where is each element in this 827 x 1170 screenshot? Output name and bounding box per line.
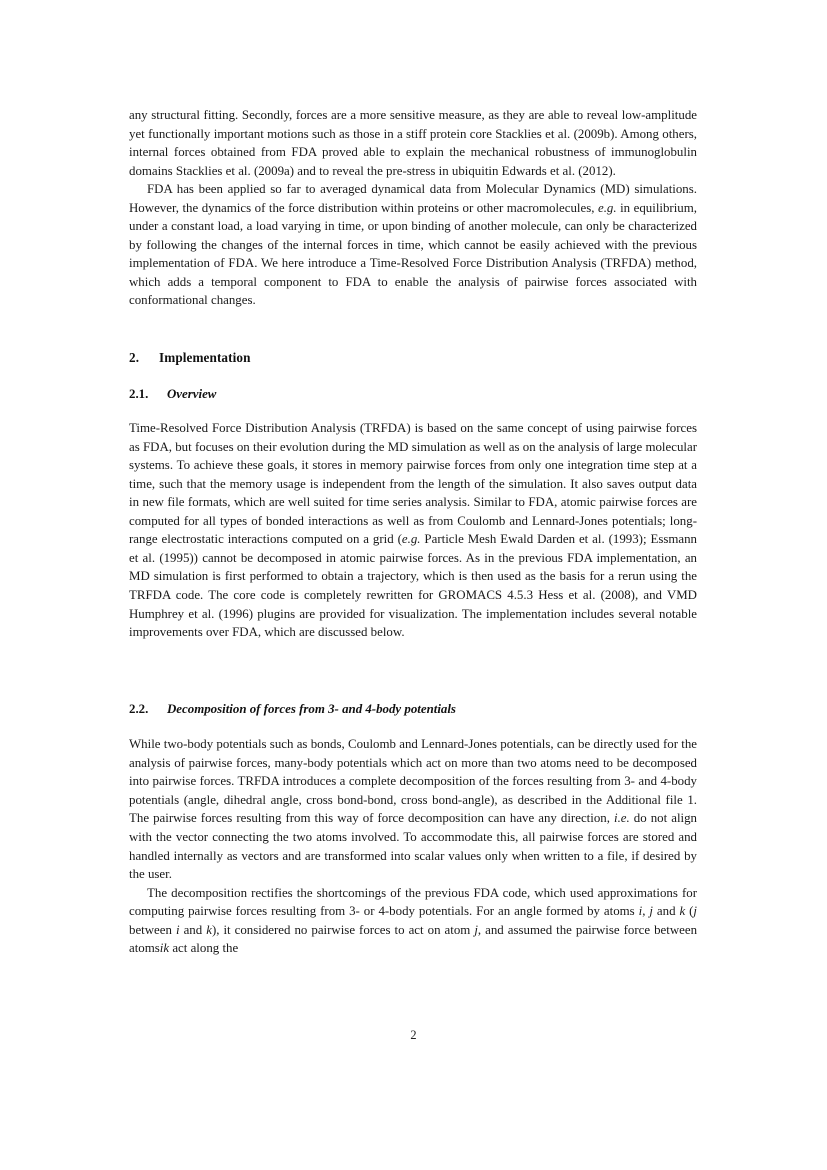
subsection-2-2-title: Decomposition of forces from 3- and 4-body potentials (167, 701, 456, 716)
subsection-2-2-number: 2.2. (129, 701, 149, 716)
subsection-2-1-title: Overview (167, 386, 217, 401)
paragraph-text-segment: FDA has been applied so far to averaged dynamical data from Molecular Dynamics (MD) simulations. However, the dynamics of the force distribution within proteins or other macromolecules, (129, 182, 697, 215)
math-variable-i: i (175, 922, 180, 937)
paragraph-two-body-potentials (129, 735, 697, 883)
paragraph-text-segment: , and assumed the pairwise force between atoms (129, 922, 698, 956)
paragraph-decomposition-rectifies (129, 884, 697, 958)
paragraph-text-segment: Particle Mesh Ewald Darden et al. (1993); Essmann et al. (1995)) cannot be decomposed in atomic pairwise forces. As in the previous FDA implementation, an MD simulation is first performed to obtain a trajectory, which is then used as the basis for a rerun using the TRFDA code. The core code is completely rewritten for GROMACS 4.5.3 Hess et al. (2008), and VMD Humphrey et al. (1996) plugins are provided for visualization. The implementation includes several notable improvements over FDA, which are discussed below. (129, 532, 697, 640)
paragraph-text-segment: and (179, 922, 207, 937)
paragraph-text-segment: do not align with the vector connecting the two atoms involved. To accommodate this, all pairwise forces are stored and handled internally as vectors and are transformed into scalar values only when written to a file, if desired by the user. (129, 811, 698, 882)
inline-italic-eg: e.g. (401, 532, 421, 547)
paragraph-text-segment: ), it considered no pairwise forces to act on atom (211, 922, 475, 937)
math-variable-j: j (649, 904, 653, 919)
heading-section-2 (129, 349, 697, 368)
math-variable-ik: ik (159, 941, 170, 956)
paragraph-text-segment: , (642, 904, 650, 919)
spacer-after-subsection-2-1 (129, 403, 697, 419)
math-variable-k: k (206, 922, 212, 937)
paragraph-text-segment: Time-Resolved Force Distribution Analysis (TRFDA) is based on the same concept of using pairwise forces as FDA, but focuses on their evolution during the MD simulation as well as on the analysis of large molecular systems. To achieve these goals, it stores in memory pairwise forces from only one integration time step at a time, such that the memory usage is independent from the length of the simulation. It also saves output data in new file formats, which are well suited for time series analysis. Similar to FDA, atomic pairwise forces are computed for all types of bonded interactions as well as from Coulomb and Lennard-Jones potentials; long-range electrostatic interactions computed on a grid ( (129, 421, 697, 547)
math-variable-k: k (679, 904, 686, 919)
page-number: 2 (410, 1028, 417, 1042)
section-2-title: Implementation (159, 350, 251, 366)
heading-subsection-2-1 (129, 385, 697, 404)
paragraph-overview (129, 419, 697, 642)
math-variable-i: i (638, 904, 643, 919)
paragraph-text-segment: between (129, 922, 176, 937)
spacer-after-subsection-2-2 (129, 718, 697, 735)
paragraph-text-segment: The decomposition rectifies the shortcomings of the previous FDA code, which used approximations for computing pairwise forces resulting from 3- or 4-body potentials. For an angle formed by atoms (129, 885, 697, 919)
paragraph-text-segment: in equilibrium, under a constant load, a load varying in time, or upon binding of another molecule, can only be characterized by following the changes of the internal forces in time, which cannot be easily achieved with the previous implementation of FDA. We here introduce a Time-Resolved Force Distribution Analysis (TRFDA) method, which adds a temporal component to FDA to enable the analysis of pairwise forces associated with conformational changes. (129, 200, 698, 308)
math-variable-j: j (693, 904, 697, 919)
paragraph-text-segment: act along the (169, 941, 239, 956)
page-text-column (129, 106, 697, 958)
inline-italic-ie: i.e. (614, 811, 630, 826)
subsection-2-1-number: 2.1. (129, 386, 149, 401)
paragraph-fda-averaged-data (129, 180, 697, 310)
heading-subsection-2-2 (129, 700, 697, 719)
spacer-before-section-2 (129, 310, 697, 349)
paragraph-intro-continued: any structural fitting. Secondly, forces are a more sensitive measure, as they are able to reveal low-amplitude yet functionally important motions such as those in a stiff protein core Stacklies et al. (2009b). Among others, internal forces obtained from FDA proved able to explain the mechanical robustness of immunoglobulin domains Stacklies et al. (2009a) and to reveal the pre-stress in ubiquitin Edwards et al. (2012). (129, 108, 697, 178)
spacer-before-subsection-2-2 (129, 642, 697, 700)
spacer-before-subsection-2-1 (129, 368, 697, 385)
paragraph-text-segment: ( (685, 904, 694, 919)
math-variable-j: j (474, 922, 478, 937)
paragraph-text-segment: and (652, 904, 680, 919)
paragraph-text-segment: While two-body potentials such as bonds, Coulomb and Lennard-Jones potentials, can be directly used for the analysis of pairwise forces, many-body potentials which act on more than two atoms need to be decomposed into pairwise forces. TRFDA introduces a complete decomposition of the forces resulting from 3- and 4-body potentials (angle, dihedral angle, cross bond-bond, cross bond-angle), as described in the Additional file 1. The pairwise forces resulting from this way of force decomposition can have any direction, (129, 737, 697, 826)
section-2-number: 2. (129, 350, 140, 366)
inline-italic-eg: e.g. (597, 200, 617, 215)
